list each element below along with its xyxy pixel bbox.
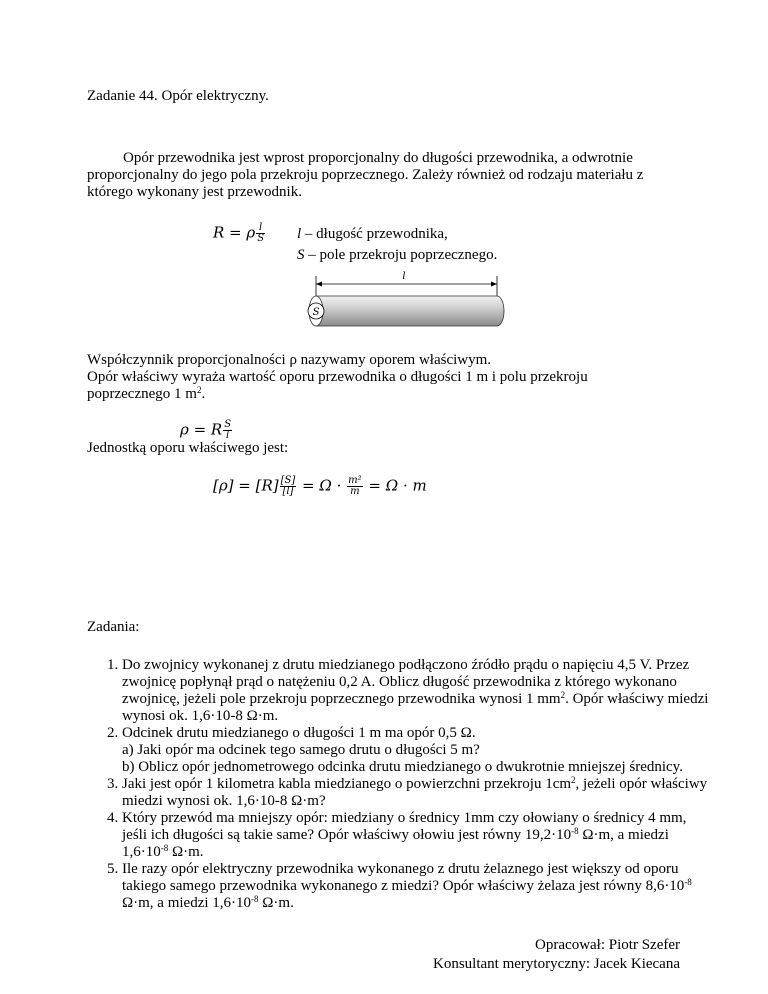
unit-formula-rhs: = Ω · m bbox=[363, 476, 427, 495]
length-dimension bbox=[316, 276, 497, 298]
legend-length-symbol: l bbox=[297, 226, 302, 242]
formula-legend bbox=[297, 224, 497, 266]
resistance-formula-lhs: R = ρ bbox=[213, 223, 256, 242]
task-4-text: Który przewód ma mniejszy opór: miedziany o średnicy 1mm czy ołowiany o średnicy 4 mm, jeśli ich długości są takie same? Opór właściwy ołowiu jest równy 19,2·10 bbox=[122, 810, 687, 843]
intro-paragraph: Opór przewodnika jest wprost proporcjonalny do długości przewodnika, a odwrotnie proporcjonalny do jego pola przekroju poprzecznego. Zależy również od rodzaju materiału z którego wykonany jest przewodnik. bbox=[87, 150, 644, 200]
resistivity-def-text: poprzecznego 1 m bbox=[87, 386, 197, 402]
task-5 bbox=[122, 861, 712, 912]
unit-formula-denominator-2: m bbox=[350, 486, 360, 497]
task-3-superscript: 2 bbox=[571, 775, 576, 785]
task-3 bbox=[122, 776, 712, 810]
task-3-text: Jaki jest opór 1 kilometra kabla miedzianego o powierzchni przekroju 1cm bbox=[122, 776, 572, 792]
resistivity-formula bbox=[180, 420, 233, 441]
task-1 bbox=[122, 657, 712, 725]
resistivity-formula-denominator: l bbox=[226, 430, 230, 441]
task-2-subtasks bbox=[122, 742, 712, 776]
task-2 bbox=[122, 725, 712, 776]
footer-consultant: Konsultant merytoryczny: Jacek Kiecana bbox=[433, 956, 680, 972]
task-list bbox=[87, 657, 712, 912]
task-4-superscript-1: -8 bbox=[571, 826, 579, 836]
task-2-a: a) Jaki opór ma odcinek tego samego drutu o długości 5 m? bbox=[122, 742, 480, 758]
resistivity-formula-numerator: S bbox=[224, 419, 232, 430]
unit-formula-lhs: [ρ] = [R] bbox=[213, 476, 279, 495]
page-title: Zadanie 44. Opór elektryczny. bbox=[87, 88, 269, 104]
tasks-heading: Zadania: bbox=[87, 619, 140, 635]
task-2-text: Odcinek drutu miedzianego o długości 1 m ma opór 0,5 Ω. bbox=[122, 725, 476, 741]
unit-formula-middle: = Ω · bbox=[297, 476, 347, 495]
task-4-text-end: Ω·m. bbox=[168, 844, 204, 860]
section-label: S bbox=[312, 307, 320, 318]
legend-section-text: – pole przekroju poprzecznego. bbox=[304, 247, 498, 263]
legend-section-symbol: S bbox=[297, 247, 305, 263]
task-5-superscript-1: -8 bbox=[684, 877, 692, 887]
resistivity-paragraph bbox=[87, 352, 667, 403]
footer-author: Opracował: Piotr Szefer bbox=[535, 937, 680, 953]
resistivity-formula-lhs: ρ = R bbox=[180, 420, 223, 439]
legend-section bbox=[297, 245, 497, 266]
resistance-formula-denominator: S bbox=[257, 233, 265, 244]
wire-cylinder bbox=[309, 296, 504, 326]
footer-credits bbox=[433, 936, 680, 974]
legend-length bbox=[297, 224, 497, 245]
unit-formula bbox=[213, 476, 427, 497]
conductor-figure bbox=[290, 268, 520, 334]
task-4 bbox=[122, 810, 712, 861]
task-5-text-mid: Ω·m, a miedzi 1,6·10 bbox=[122, 895, 252, 911]
resistance-formula bbox=[213, 223, 266, 244]
task-5-text: Ile razy opór elektryczny przewodnika wykonanego z drutu żelaznego jest większy od oporu takiego samego przewodnika wykonanego z miedzi? Opór właściwy żelaza jest równy 8,6·10 bbox=[122, 861, 685, 894]
task-1-text-end: . Opór właściwy miedzi wynosi ok. 1,6·10-8 Ω·m. bbox=[122, 691, 709, 724]
task-2-b: b) Oblicz opór jednometrowego odcinka drutu miedzianego o dwukrotnie mniejszej średnicy. bbox=[122, 759, 683, 775]
unit-intro: Jednostką oporu właściwego jest: bbox=[87, 440, 289, 456]
resistance-formula-numerator: l bbox=[256, 223, 265, 234]
resistivity-definition-line2 bbox=[87, 386, 667, 403]
resistivity-sentence: Współczynnik proporcjonalności ρ nazywamy oporem właściwym. bbox=[87, 352, 492, 368]
unit-formula-denominator-1: [l] bbox=[282, 486, 294, 497]
resistivity-def-end: . bbox=[201, 386, 206, 402]
task-1-superscript: 2 bbox=[560, 690, 566, 700]
task-5-text-end: Ω·m. bbox=[258, 895, 294, 911]
unit-formula-numerator-2: m² bbox=[348, 475, 362, 486]
unit-formula-numerator-1: [S] bbox=[280, 475, 296, 486]
task-4-text-mid: Ω·m, a miedzi 1,6·10 bbox=[122, 827, 669, 860]
task-1-text: Do zwojnicy wykonanej z drutu miedzianego podłączono źródło prądu o napięciu 4,5 V. Przez zwojnicę popłynął prąd o natężeniu 0,2 A. Oblicz długość przewodnika z którego wykonano zwojnicę, jeżeli pole przekroju poprzecznego przewodnika wynosi 1 mm bbox=[122, 657, 690, 707]
dimension-arrow-right bbox=[491, 282, 497, 287]
wire-body bbox=[316, 296, 504, 326]
legend-length-text: – długość przewodnika, bbox=[301, 226, 448, 242]
resistivity-definition-line1: Opór właściwy wyraża wartość oporu przewodnika o długości 1 m i polu przekroju bbox=[87, 369, 588, 385]
dimension-arrow-left bbox=[316, 282, 322, 287]
task-5-superscript-2: -8 bbox=[251, 894, 259, 904]
resistivity-def-superscript: 2 bbox=[196, 385, 202, 395]
task-4-superscript-2: -8 bbox=[160, 843, 169, 853]
length-label: l bbox=[402, 271, 406, 282]
task-3-text-end: , jeżeli opór właściwy miedzi wynosi ok. 1,6·10-8 Ω·m? bbox=[122, 776, 708, 809]
